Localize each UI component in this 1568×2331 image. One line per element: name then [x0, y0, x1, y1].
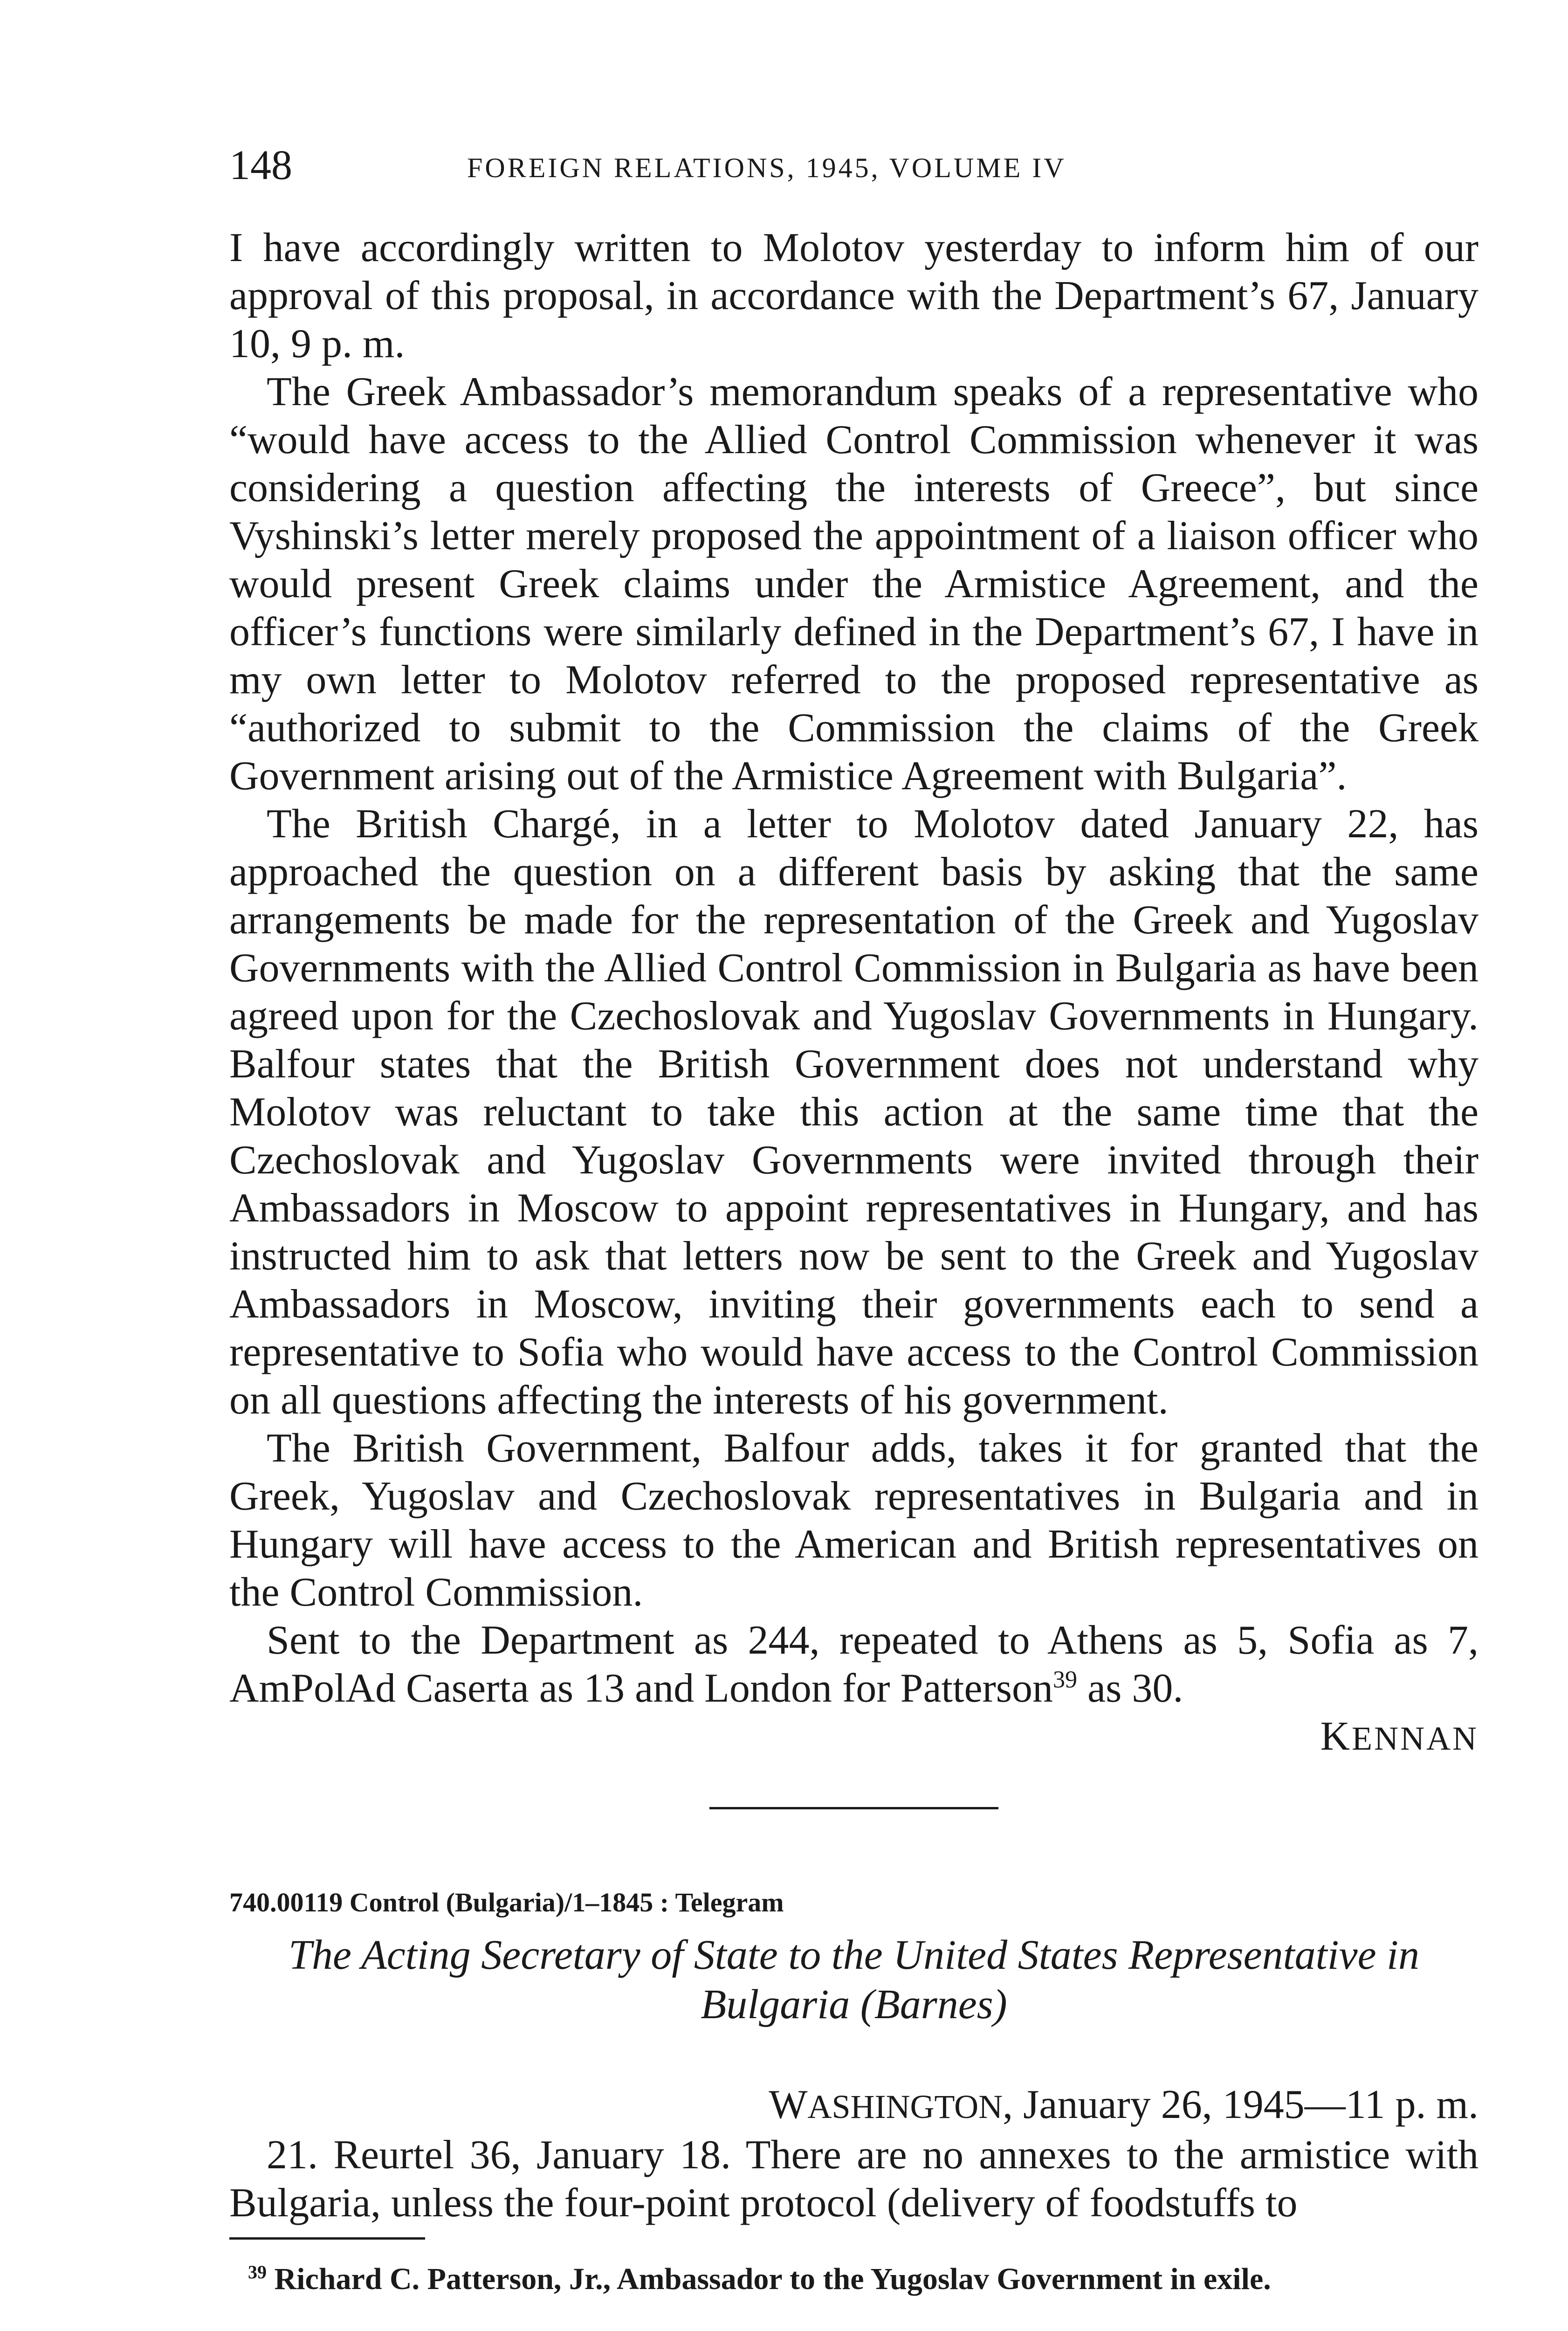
page-number: 148	[229, 142, 292, 188]
footnote-reference: 39	[1053, 1666, 1078, 1693]
paragraph: The British Chargé, in a letter to Molotov dated January 22, has approached the question on a different basis by asking that the same arrangements be made for the representation of the Greek and Yugoslav Governments with the Allied Control Commission in Bulgaria as have been agreed upon for the Czechoslovak and Yugoslav Governments in Hungary. Balfour states that the British Government does not understand why Molotov was reluctant to take this action at the same time that the Czechoslovak and Yugoslav Governments were invited through their Ambassadors in Moscow to appoint representatives in Hungary, and has instructed him to ask that letters now be sent to the Greek and Yugoslav Ambassadors in Moscow, inviting their governments each to send a representative to Sofia who would have access to the Control Commission on all questions affecting the interests of his government.	[229, 801, 1479, 1423]
paragraph: I have accordingly written to Molotov yesterday to inform him of our approval of this proposal, in accordance with the Department’s 67, January 10, 9 p. m.	[229, 225, 1479, 366]
document-title: The Acting Secretary of State to the United States Representative in Bulgaria (Barnes)	[288, 1932, 1420, 2028]
file-code: 740.00119 Control (Bulgaria)/1–1845 : Telegram	[229, 1887, 784, 1917]
dateline-place-initial: W	[769, 2082, 808, 2127]
paragraph: The Greek Ambassador’s memorandum speaks of a representative who “would have access to the Allied Control Commission whenever it was considering a question affecting the interests of Greece”, but since Vyshinski’s letter merely proposed the appointment of a liaison officer who would present Greek claims under the Armistice Agreement, and the officer’s functions were similarly defined in the Department’s 67, I have in my own letter to Molotov referred to the proposed representative as “authorized to submit to the Commission the claims of the Greek Government arising out of the Armistice Agreement with Bulgaria”.	[229, 369, 1479, 799]
footnote	[229, 2258, 1479, 2300]
paragraph-text: Sent to the Department as 244, repeated to Athens as 5, Sofia as 7, AmPolAd Caserta as 13 and London for Patterson	[229, 1618, 1479, 1711]
section-divider	[709, 1807, 998, 1809]
signature-initial: K	[1320, 1714, 1352, 1759]
page-body	[229, 224, 1479, 2300]
dateline-date: , January 26, 1945—11 p. m.	[1003, 2082, 1479, 2127]
paragraph: The British Government, Balfour adds, takes it for granted that the Greek, Yugoslav and Czechoslovak representatives in Bulgaria and in Hungary will have access to the American and British representatives on the Control Commission.	[229, 1426, 1479, 1615]
footnote-text: Richard C. Patterson, Jr., Ambassador to the Yugoslav Government in exile.	[274, 2262, 1271, 2296]
footnote-divider	[229, 2237, 425, 2240]
telegram-opening: 21. Reurtel 36, January 18. There are no annexes to the armistice with Bulgaria, unless the four-point protocol (delivery of foodstuffs to	[229, 2132, 1479, 2226]
dateline	[229, 2081, 1479, 2131]
page-header	[229, 140, 1479, 191]
running-title: FOREIGN RELATIONS, 1945, VOLUME IV	[467, 152, 1066, 183]
signature	[229, 1712, 1479, 1763]
signature-rest: ENNAN	[1352, 1720, 1479, 1757]
paragraph-with-footnote	[229, 1616, 1479, 1712]
footnote-marker: 39	[248, 2262, 267, 2283]
dateline-place-rest: ASHINGTON	[807, 2088, 1003, 2125]
paragraph-text-end: as 30.	[1077, 1666, 1183, 1711]
